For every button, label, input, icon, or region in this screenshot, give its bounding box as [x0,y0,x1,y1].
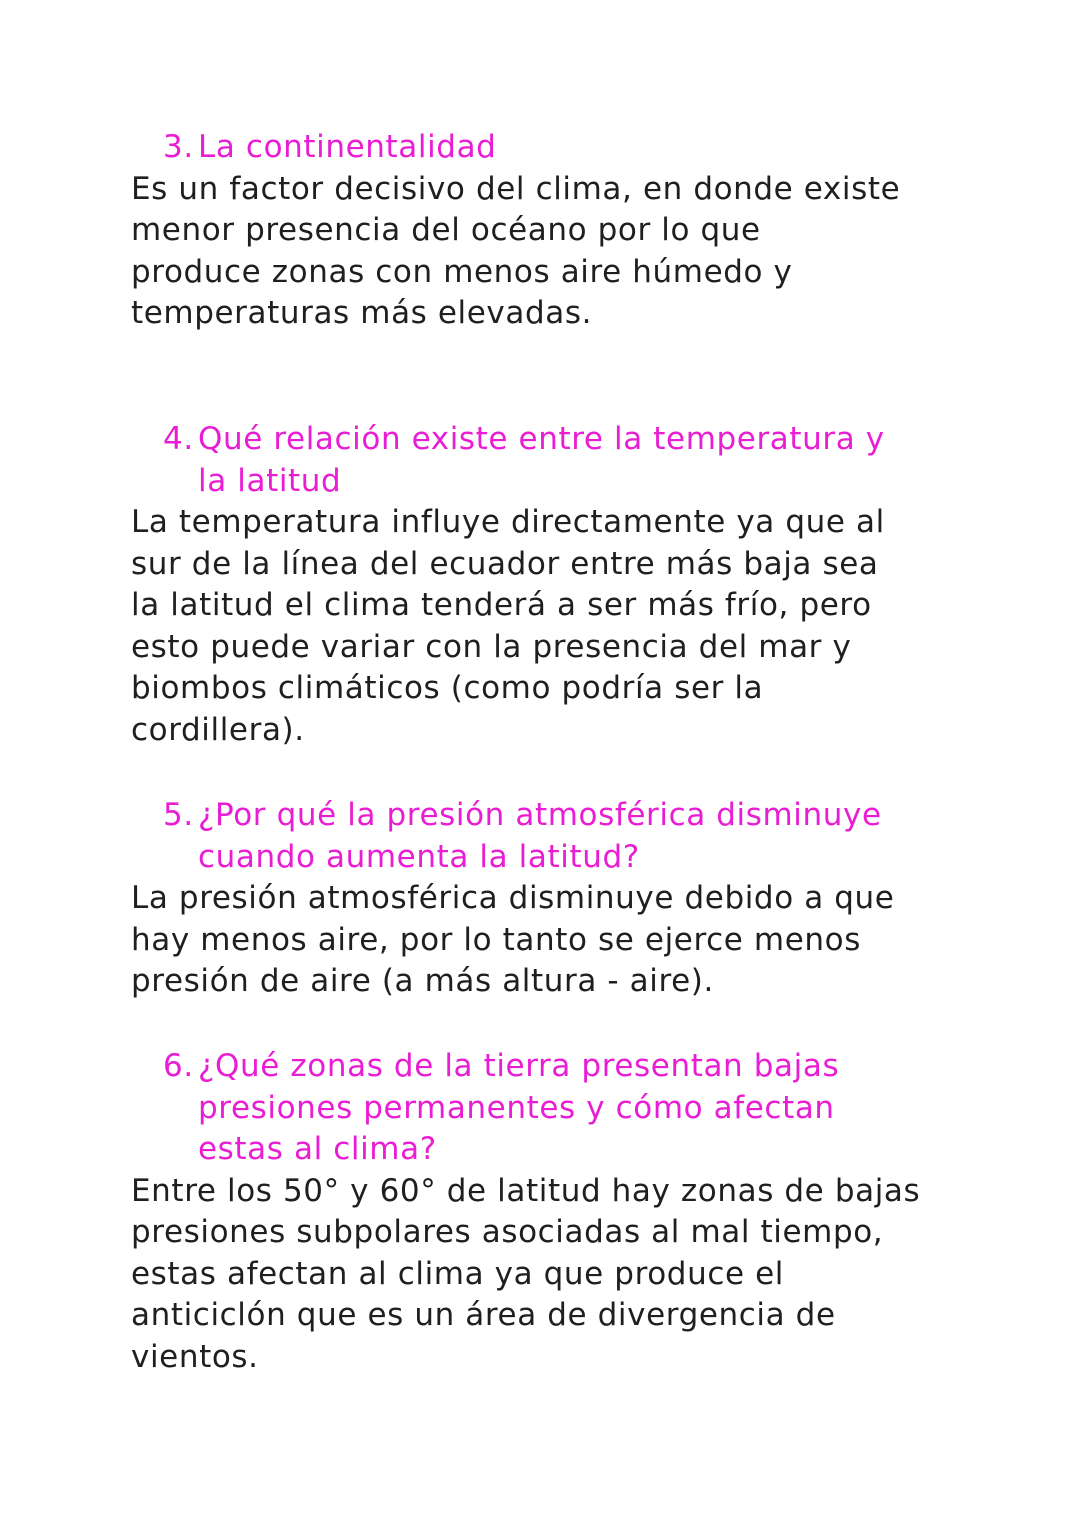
answer-paragraph [131,1171,961,1379]
question-text [198,795,961,878]
question-line: presiones permanentes y cómo afectan [198,1089,835,1126]
answer-line: Entre los 50° y 60° de latitud hay zonas de bajas [131,1172,921,1209]
section-5 [131,795,961,1003]
answer-line: la latitud el clima tenderá a ser más frío, pero [131,587,872,623]
question-number: 5. [163,797,194,833]
section-6 [131,1046,961,1378]
question-line: La continentalidad [198,129,497,165]
answer-line: esto puede variar con la presencia del mar y [131,628,852,665]
answer-line: La temperatura influye directamente ya que al [131,504,885,540]
answer-line: sur de la línea del ecuador entre más baja sea [131,545,879,582]
question-line: estas al clima? [198,1131,437,1167]
answer-line: hay menos aire, por lo tanto se ejerce menos [131,921,861,958]
answer-line: vientos. [131,1338,259,1375]
question-line: la latitud [198,462,342,499]
question-text [198,127,961,169]
answer-line: menor presencia del océano por lo que [131,212,761,248]
answer-line: produce zonas con menos aire húmedo y [131,253,793,290]
question-heading [131,127,961,169]
section-3 [131,127,961,335]
answer-paragraph [131,502,961,751]
answer-paragraph [131,878,961,1003]
question-heading [131,1046,961,1171]
question-heading [131,795,961,878]
question-line: ¿Por qué la presión atmosférica disminuye [198,797,882,833]
question-number: 3. [163,129,194,165]
answer-line: presión de aire (a más altura - aire). [131,963,714,999]
answer-line: cordillera). [131,711,305,748]
answer-line: estas afectan al clima ya que produce el [131,1255,784,1292]
answer-line: temperaturas más elevadas. [131,295,593,331]
answer-line: anticiclón que es un área de divergencia de [131,1297,836,1333]
question-line: cuando aumenta la latitud? [198,838,640,875]
answer-line: presiones subpolares asociadas al mal tiempo, [131,1214,884,1250]
answer-line: Es un factor decisivo del clima, en donde existe [131,170,901,207]
question-number: 6. [163,1048,194,1084]
question-line: Qué relación existe entre la temperatura y [198,421,885,457]
section-4 [131,419,961,751]
answer-line: biombos climáticos (como podría ser la [131,670,764,706]
question-text [198,419,961,502]
question-text [198,1046,961,1171]
answer-line: La presión atmosférica disminuye debido a que [131,880,895,916]
question-line: ¿Qué zonas de la tierra presentan bajas [198,1048,840,1084]
question-number: 4. [163,421,194,457]
answer-paragraph [131,169,961,335]
question-heading [131,419,961,502]
